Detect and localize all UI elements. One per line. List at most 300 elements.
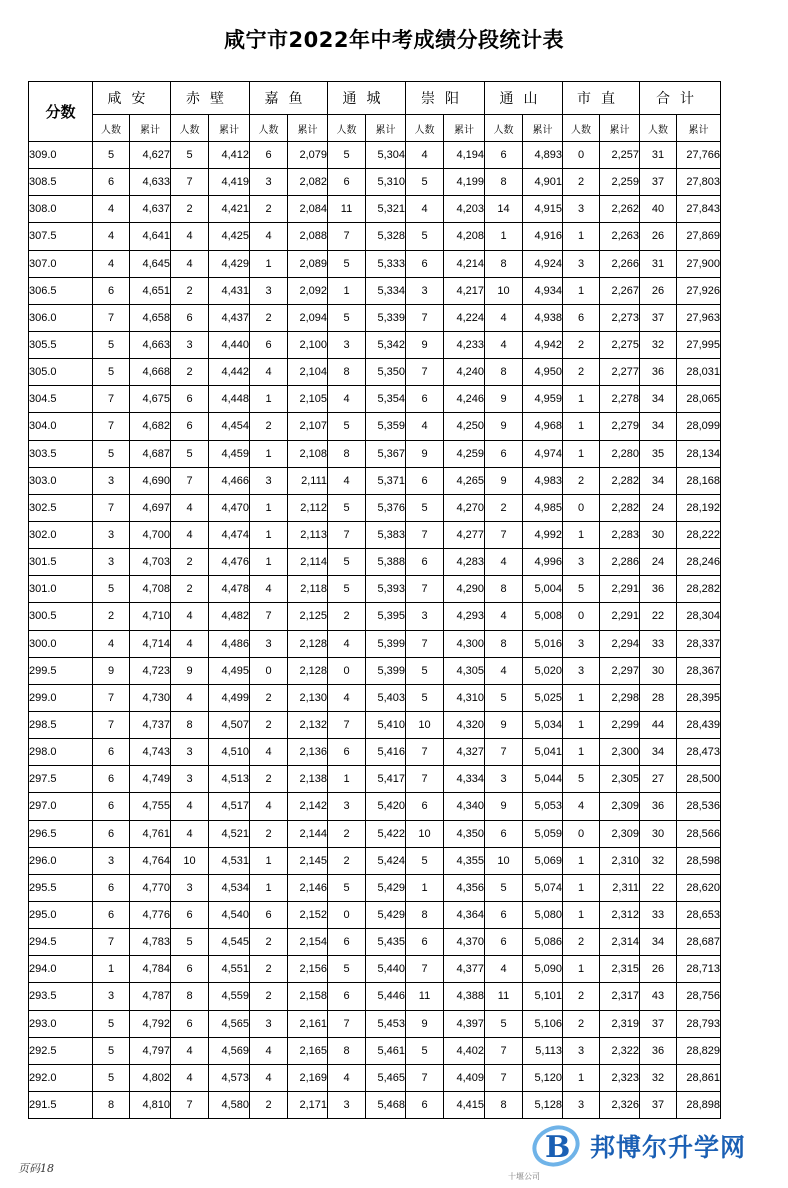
count-cell: 1 [250,521,288,548]
svg-text:B: B [545,1130,571,1165]
table-row [29,440,721,467]
cumulative-cell: 2,319 [600,1010,640,1037]
count-cell: 5 [406,847,444,874]
cumulative-cell: 4,651 [130,277,171,304]
cumulative-cell: 2,156 [288,956,328,983]
total-cumulative-cell: 27,843 [677,196,721,223]
cumulative-cell: 5,403 [366,684,406,711]
cumulative-cell: 5,424 [366,847,406,874]
total-count-cell: 27 [640,766,677,793]
count-cell: 4 [328,467,366,494]
table-row [29,983,721,1010]
table-row [29,1010,721,1037]
cumulative-cell: 2,169 [288,1064,328,1091]
count-cell: 7 [485,739,523,766]
count-cell: 7 [328,1010,366,1037]
count-cell: 6 [328,929,366,956]
count-cell: 4 [93,250,130,277]
cumulative-cell: 4,277 [444,521,485,548]
table-row [29,576,721,603]
watermark [530,1118,780,1174]
count-cell: 3 [93,549,130,576]
count-cell: 2 [485,494,523,521]
county-header-shizhi: 市直 [563,82,640,115]
cumulative-cell: 2,277 [600,359,640,386]
count-cell: 3 [406,603,444,630]
count-cell: 5 [485,684,523,711]
cumulative-cell: 5,388 [366,549,406,576]
cumulative-cell: 4,466 [209,467,250,494]
count-cell: 2 [250,1091,288,1118]
cumulative-cell: 4,513 [209,766,250,793]
count-cell: 7 [406,521,444,548]
count-cell: 7 [485,1037,523,1064]
cumulative-cell: 2,130 [288,684,328,711]
cumulative-cell: 4,290 [444,576,485,603]
cumulative-cell: 5,440 [366,956,406,983]
count-cell: 1 [563,956,600,983]
cumulative-cell: 4,283 [444,549,485,576]
count-cell: 6 [171,304,209,331]
cumulative-cell: 2,128 [288,630,328,657]
cumulative-cell: 5,053 [523,793,563,820]
cumulative-cell: 4,474 [209,521,250,548]
cumulative-cell: 2,279 [600,413,640,440]
count-cell: 0 [563,142,600,169]
cumulative-cell: 4,448 [209,386,250,413]
total-count-cell: 30 [640,820,677,847]
cumulative-cell: 4,700 [130,521,171,548]
cumulative-cell: 4,708 [130,576,171,603]
count-cell: 5 [328,576,366,603]
cumulative-cell: 4,224 [444,304,485,331]
watermark-text: 邦博尔升学网 [590,1133,747,1162]
score-cell: 297.5 [29,766,93,793]
cumulative-cell: 4,901 [523,169,563,196]
count-cell: 4 [406,196,444,223]
count-cell: 4 [250,359,288,386]
count-cell: 7 [328,521,366,548]
total-count-cell: 34 [640,929,677,956]
county-header-jiayu: 嘉鱼 [250,82,328,115]
score-cell: 307.0 [29,250,93,277]
count-cell: 7 [406,576,444,603]
table-row [29,603,721,630]
count-cell: 6 [93,169,130,196]
cumulative-cell: 5,395 [366,603,406,630]
score-cell: 298.5 [29,711,93,738]
table-row [29,847,721,874]
total-cumulative-cell: 27,869 [677,223,721,250]
table-row [29,304,721,331]
total-count-cell: 30 [640,521,677,548]
count-cell: 4 [171,494,209,521]
total-cumulative-cell: 28,192 [677,494,721,521]
cumulative-cell: 5,468 [366,1091,406,1118]
cumulative-cell: 4,776 [130,901,171,928]
count-cell: 4 [171,684,209,711]
page-title: 咸宁市2022年中考成绩分段统计表 [224,28,564,52]
count-cell: 6 [406,929,444,956]
cumulative-cell: 4,743 [130,739,171,766]
count-cell: 8 [485,630,523,657]
cumulative-cell: 5,465 [366,1064,406,1091]
score-cell: 301.5 [29,549,93,576]
count-cell: 7 [93,929,130,956]
cumulative-cell: 2,142 [288,793,328,820]
cumulative-subheader: 累计 [366,115,406,142]
count-subheader: 人数 [250,115,288,142]
count-cell: 1 [328,766,366,793]
total-count-cell: 33 [640,630,677,657]
count-subheader: 人数 [328,115,366,142]
cumulative-cell: 2,088 [288,223,328,250]
cumulative-cell: 5,321 [366,196,406,223]
count-cell: 1 [93,956,130,983]
count-cell: 7 [406,304,444,331]
count-cell: 4 [171,820,209,847]
count-cell: 4 [250,576,288,603]
count-cell: 7 [250,603,288,630]
total-cumulative-cell: 28,829 [677,1037,721,1064]
total-cumulative-cell: 28,134 [677,440,721,467]
count-cell: 5 [93,1037,130,1064]
cumulative-cell: 4,687 [130,440,171,467]
total-count-cell: 31 [640,142,677,169]
count-cell: 5 [406,494,444,521]
cumulative-subheader: 累计 [600,115,640,142]
count-cell: 11 [328,196,366,223]
count-cell: 2 [563,929,600,956]
count-cell: 2 [171,359,209,386]
cumulative-cell: 2,266 [600,250,640,277]
count-cell: 1 [250,386,288,413]
total-cumulative-cell: 27,995 [677,331,721,358]
count-cell: 9 [171,657,209,684]
count-cell: 4 [328,1064,366,1091]
total-cumulative-cell: 28,566 [677,820,721,847]
cumulative-cell: 5,113 [523,1037,563,1064]
count-cell: 4 [328,684,366,711]
cumulative-cell: 4,992 [523,521,563,548]
count-cell: 2 [563,983,600,1010]
count-cell: 3 [563,630,600,657]
cumulative-cell: 4,916 [523,223,563,250]
cumulative-subheader: 累计 [288,115,328,142]
cumulative-cell: 2,315 [600,956,640,983]
cumulative-cell: 5,399 [366,630,406,657]
cumulative-cell: 5,044 [523,766,563,793]
count-cell: 5 [328,304,366,331]
score-cell: 305.5 [29,331,93,358]
cumulative-cell: 5,342 [366,331,406,358]
score-cell: 297.0 [29,793,93,820]
count-cell: 4 [171,793,209,820]
cumulative-cell: 4,350 [444,820,485,847]
count-cell: 5 [563,576,600,603]
total-cumulative-cell: 28,898 [677,1091,721,1118]
count-cell: 1 [328,277,366,304]
cumulative-cell: 5,399 [366,657,406,684]
count-subheader: 人数 [406,115,444,142]
cumulative-cell: 2,283 [600,521,640,548]
count-cell: 5 [93,1010,130,1037]
count-cell: 4 [485,304,523,331]
count-cell: 0 [250,657,288,684]
count-subheader: 人数 [485,115,523,142]
count-cell: 4 [328,630,366,657]
table-row [29,766,721,793]
table-row [29,1037,721,1064]
count-cell: 2 [250,304,288,331]
count-subheader: 人数 [563,115,600,142]
cumulative-cell: 4,784 [130,956,171,983]
count-cell: 7 [93,684,130,711]
cumulative-cell: 4,723 [130,657,171,684]
count-cell: 9 [485,793,523,820]
cumulative-cell: 4,240 [444,359,485,386]
cumulative-cell: 2,094 [288,304,328,331]
cumulative-cell: 4,364 [444,901,485,928]
count-cell: 4 [171,250,209,277]
count-cell: 6 [250,901,288,928]
cumulative-cell: 2,113 [288,521,328,548]
cumulative-cell: 4,915 [523,196,563,223]
count-cell: 8 [328,440,366,467]
page-number: 页码18 [18,1162,54,1175]
cumulative-cell: 4,214 [444,250,485,277]
cumulative-cell: 4,440 [209,331,250,358]
score-cell: 306.0 [29,304,93,331]
cumulative-cell: 4,409 [444,1064,485,1091]
count-cell: 2 [171,196,209,223]
count-cell: 10 [406,820,444,847]
cumulative-cell: 2,286 [600,549,640,576]
count-cell: 9 [406,331,444,358]
cumulative-cell: 4,641 [130,223,171,250]
table-row [29,901,721,928]
table-row [29,142,721,169]
cumulative-cell: 4,663 [130,331,171,358]
total-cumulative-cell: 28,713 [677,956,721,983]
total-cumulative-cell: 28,367 [677,657,721,684]
count-cell: 5 [93,331,130,358]
count-cell: 9 [485,467,523,494]
count-cell: 2 [563,169,600,196]
count-cell: 5 [328,549,366,576]
count-cell: 7 [328,711,366,738]
cumulative-cell: 4,425 [209,223,250,250]
count-subheader: 人数 [640,115,677,142]
cumulative-cell: 2,263 [600,223,640,250]
cumulative-cell: 4,810 [130,1091,171,1118]
cumulative-cell: 4,703 [130,549,171,576]
total-count-cell: 24 [640,549,677,576]
count-cell: 6 [485,901,523,928]
count-cell: 10 [171,847,209,874]
count-cell: 3 [93,847,130,874]
cumulative-cell: 2,138 [288,766,328,793]
count-cell: 6 [250,142,288,169]
table-row [29,521,721,548]
cumulative-cell: 2,273 [600,304,640,331]
total-cumulative-cell: 28,439 [677,711,721,738]
score-cell: 308.0 [29,196,93,223]
count-cell: 6 [171,413,209,440]
count-cell: 7 [171,1091,209,1118]
count-cell: 4 [563,793,600,820]
table-row [29,711,721,738]
total-count-cell: 43 [640,983,677,1010]
score-cell: 304.5 [29,386,93,413]
cumulative-cell: 5,004 [523,576,563,603]
count-cell: 2 [250,983,288,1010]
count-cell: 7 [406,766,444,793]
score-cell: 294.5 [29,929,93,956]
total-count-cell: 30 [640,657,677,684]
count-cell: 0 [328,657,366,684]
count-cell: 6 [171,901,209,928]
score-cell: 300.5 [29,603,93,630]
count-cell: 2 [328,603,366,630]
count-cell: 3 [406,277,444,304]
cumulative-cell: 4,714 [130,630,171,657]
cumulative-cell: 5,106 [523,1010,563,1037]
cumulative-cell: 4,431 [209,277,250,304]
score-cell: 294.0 [29,956,93,983]
county-header-xianan: 咸安 [93,82,171,115]
cumulative-cell: 2,100 [288,331,328,358]
cumulative-cell: 4,658 [130,304,171,331]
cumulative-cell: 4,340 [444,793,485,820]
total-cumulative-cell: 28,653 [677,901,721,928]
cumulative-cell: 5,416 [366,739,406,766]
count-cell: 8 [406,901,444,928]
cumulative-cell: 2,089 [288,250,328,277]
cumulative-cell: 4,356 [444,874,485,901]
cumulative-cell: 5,429 [366,874,406,901]
count-cell: 7 [171,169,209,196]
count-cell: 2 [563,359,600,386]
count-cell: 3 [250,1010,288,1037]
cumulative-cell: 4,737 [130,711,171,738]
cumulative-cell: 4,697 [130,494,171,521]
cumulative-cell: 2,312 [600,901,640,928]
cumulative-cell: 4,627 [130,142,171,169]
count-cell: 8 [485,250,523,277]
cumulative-cell: 4,787 [130,983,171,1010]
count-cell: 6 [328,983,366,1010]
cumulative-cell: 4,305 [444,657,485,684]
cumulative-cell: 4,429 [209,250,250,277]
total-count-cell: 37 [640,1091,677,1118]
cumulative-cell: 4,710 [130,603,171,630]
count-cell: 1 [563,711,600,738]
count-cell: 5 [485,874,523,901]
cumulative-cell: 4,495 [209,657,250,684]
cumulative-cell: 5,090 [523,956,563,983]
count-cell: 3 [563,657,600,684]
count-cell: 3 [328,793,366,820]
count-cell: 7 [171,467,209,494]
total-cumulative-cell: 27,963 [677,304,721,331]
table-row [29,494,721,521]
total-count-cell: 26 [640,956,677,983]
cumulative-cell: 4,310 [444,684,485,711]
score-cell: 303.0 [29,467,93,494]
cumulative-cell: 4,682 [130,413,171,440]
table-row [29,331,721,358]
cumulative-cell: 5,041 [523,739,563,766]
count-cell: 6 [406,250,444,277]
table-row [29,196,721,223]
cumulative-cell: 5,069 [523,847,563,874]
count-cell: 8 [171,983,209,1010]
cumulative-cell: 4,246 [444,386,485,413]
score-cell: 293.5 [29,983,93,1010]
count-cell: 6 [485,929,523,956]
cumulative-cell: 4,755 [130,793,171,820]
score-cell: 296.5 [29,820,93,847]
count-cell: 3 [328,1091,366,1118]
cumulative-cell: 2,079 [288,142,328,169]
cumulative-cell: 5,376 [366,494,406,521]
count-cell: 4 [250,223,288,250]
cumulative-cell: 2,267 [600,277,640,304]
count-cell: 2 [563,467,600,494]
cumulative-cell: 2,118 [288,576,328,603]
cumulative-cell: 4,486 [209,630,250,657]
cumulative-cell: 2,299 [600,711,640,738]
count-cell: 11 [485,983,523,1010]
count-cell: 5 [171,929,209,956]
total-count-cell: 32 [640,331,677,358]
count-cell: 6 [171,956,209,983]
count-cell: 4 [93,223,130,250]
count-cell: 2 [250,711,288,738]
cumulative-cell: 4,802 [130,1064,171,1091]
cumulative-cell: 5,417 [366,766,406,793]
count-cell: 3 [250,277,288,304]
cumulative-cell: 4,437 [209,304,250,331]
count-cell: 5 [406,657,444,684]
count-cell: 9 [485,413,523,440]
cumulative-cell: 2,104 [288,359,328,386]
count-cell: 7 [406,630,444,657]
cumulative-cell: 4,783 [130,929,171,956]
cumulative-cell: 4,415 [444,1091,485,1118]
cumulative-cell: 4,370 [444,929,485,956]
total-count-cell: 33 [640,901,677,928]
count-cell: 8 [171,711,209,738]
score-cell: 291.5 [29,1091,93,1118]
count-cell: 0 [563,494,600,521]
cumulative-cell: 5,025 [523,684,563,711]
count-cell: 4 [171,630,209,657]
cumulative-cell: 4,208 [444,223,485,250]
cumulative-cell: 4,459 [209,440,250,467]
cumulative-cell: 4,194 [444,142,485,169]
total-cumulative-cell: 28,861 [677,1064,721,1091]
cumulative-cell: 4,893 [523,142,563,169]
cumulative-cell: 5,359 [366,413,406,440]
total-cumulative-cell: 27,926 [677,277,721,304]
cumulative-cell: 2,291 [600,576,640,603]
count-cell: 6 [563,304,600,331]
count-cell: 3 [171,766,209,793]
cumulative-cell: 4,637 [130,196,171,223]
score-cell: 302.5 [29,494,93,521]
